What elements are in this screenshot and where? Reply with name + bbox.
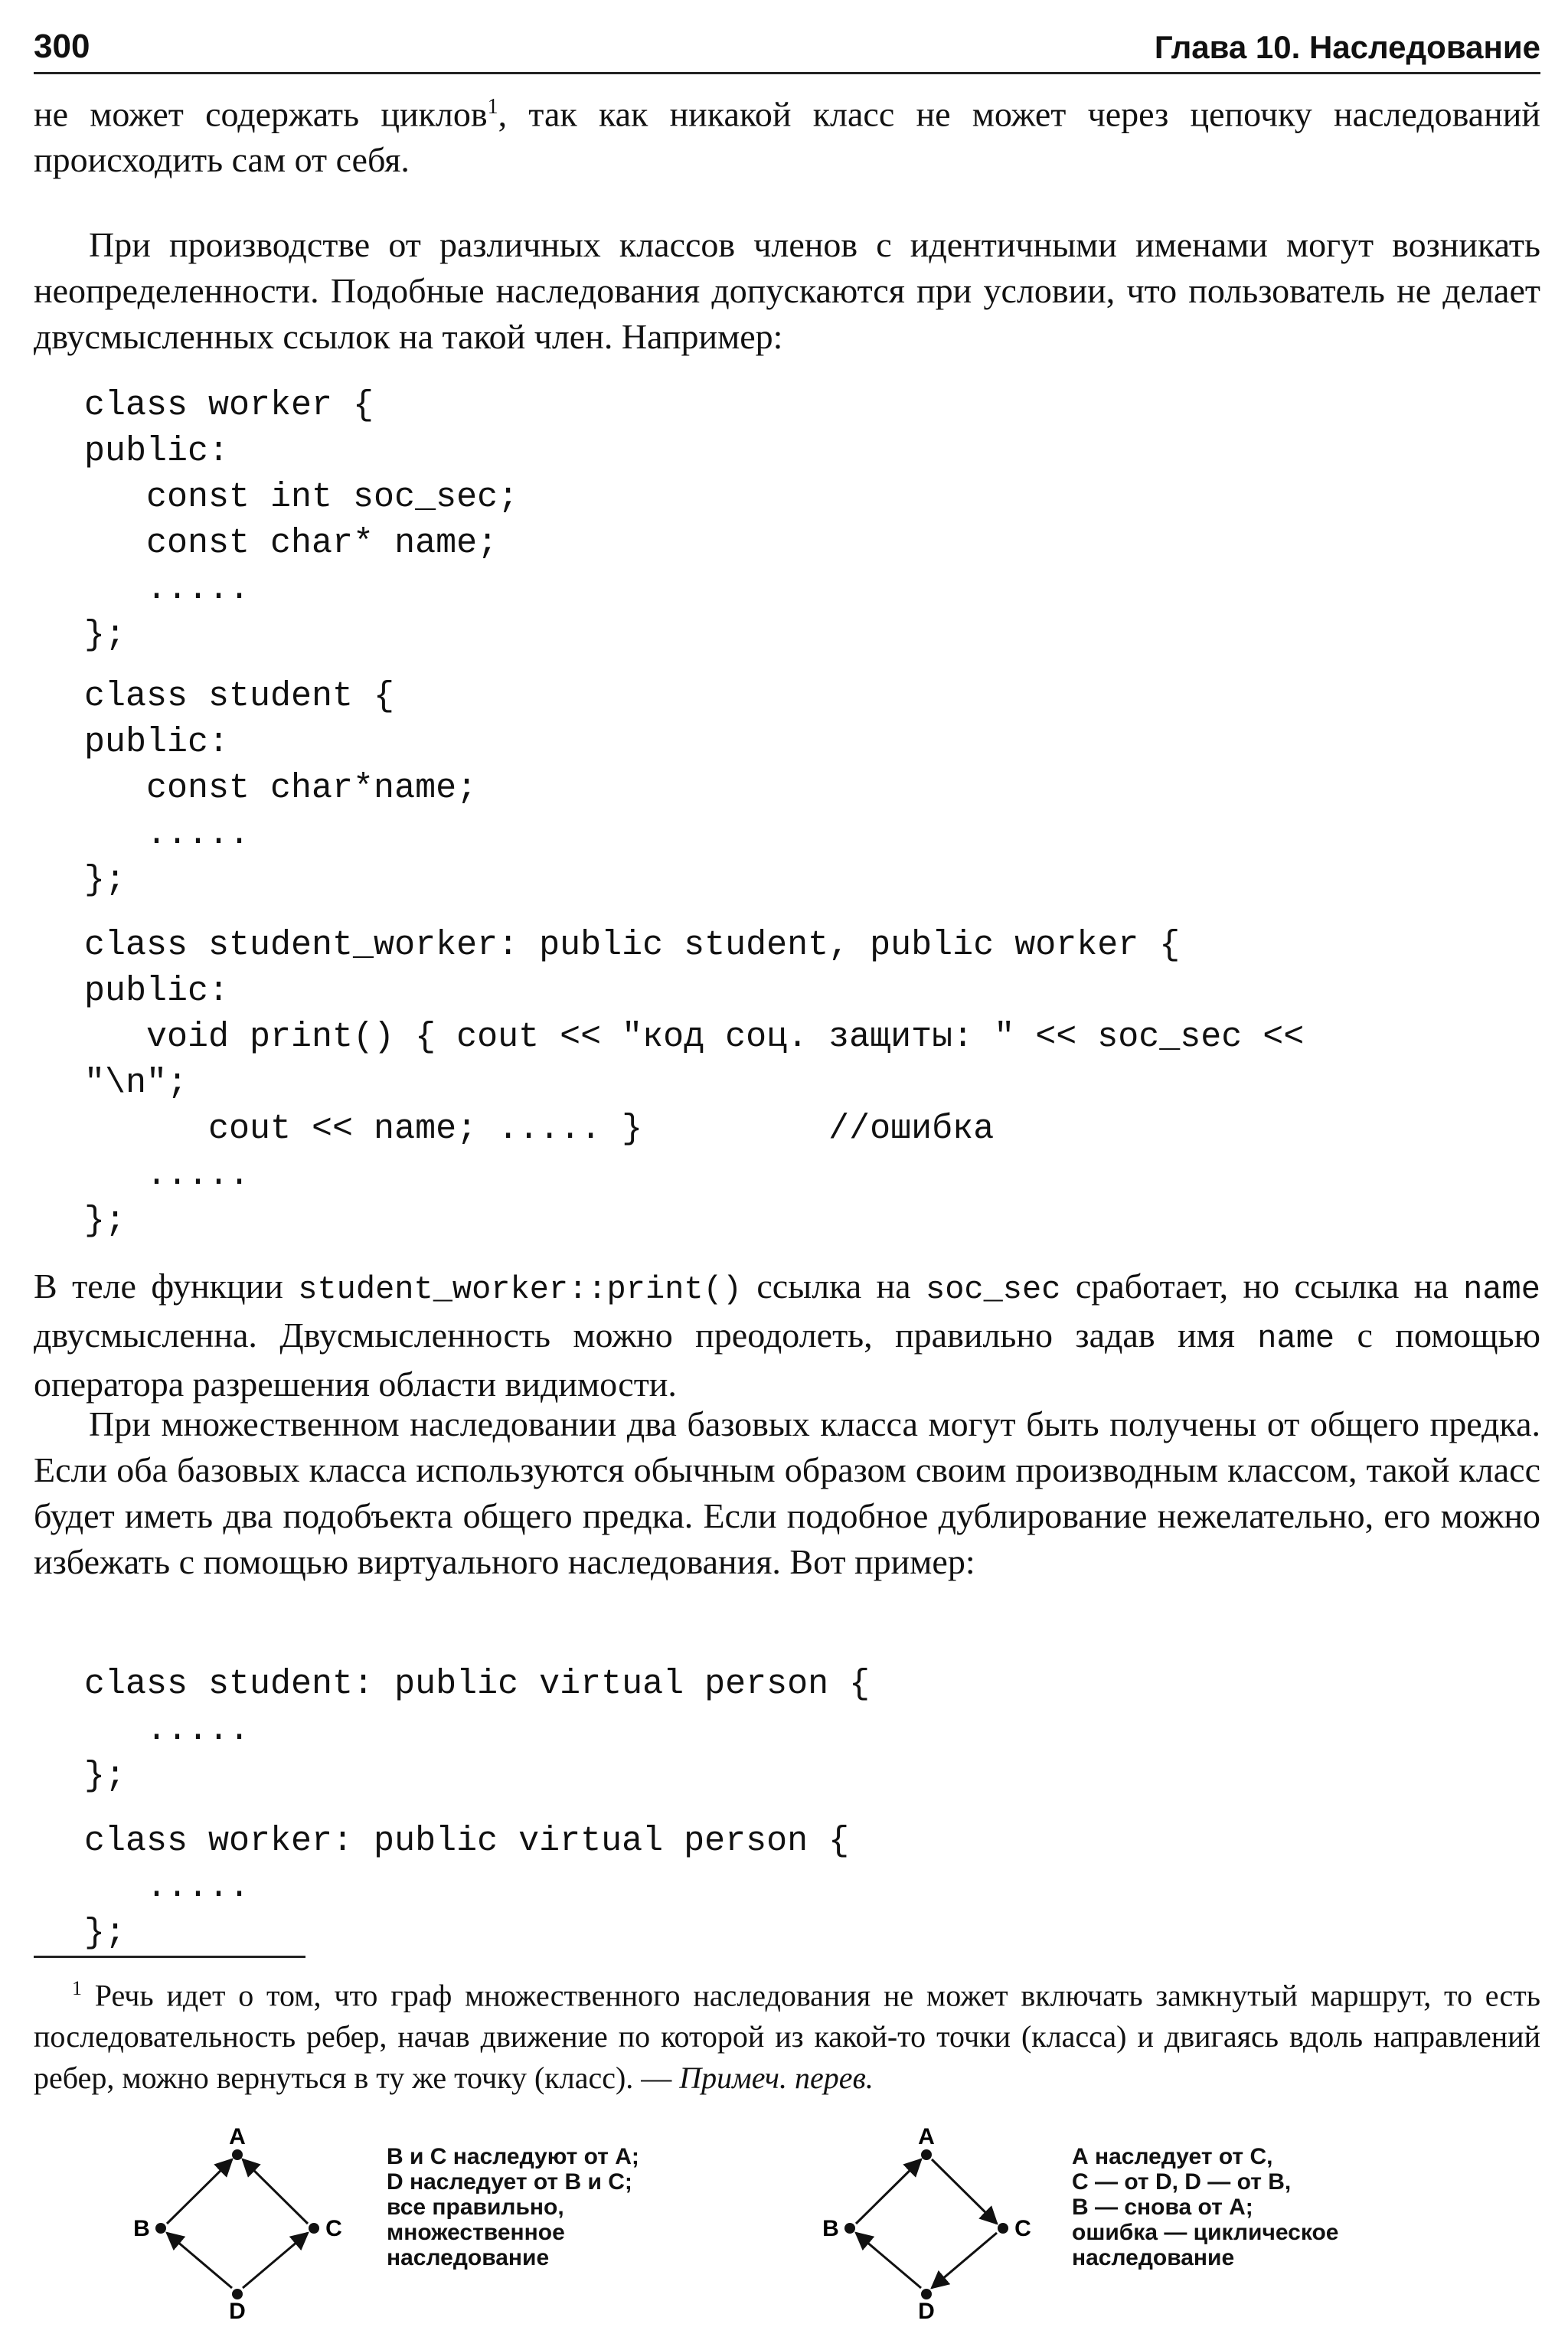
code-block-virtual-student: class student: public virtual person { ..... }; bbox=[84, 1665, 871, 1796]
edge-b-a bbox=[856, 2159, 921, 2224]
paragraph-4: При множественном наследовании два базовых класса могут быть получены от общего предка. Если оба базовых класса используются обычным образом своим производным классом, такой класс будет иметь два подобъекта общего предка. Если подобное дублирование нежелательно, его можно избежать с помощью виртуального наследования. Вот пример: bbox=[34, 1404, 1540, 1581]
page-number: 300 bbox=[34, 28, 90, 65]
node-d-label: D bbox=[918, 2299, 935, 2320]
node-a-label: A bbox=[229, 2124, 246, 2149]
code-block-student: class student { public: const char*name; ..... }; bbox=[84, 677, 478, 900]
edge-c-d bbox=[932, 2233, 997, 2288]
diagram-caption-valid: В и С наследуют от А; D наследует от В и С; все правильно, множественное наследование bbox=[387, 2144, 639, 2270]
edge-d-c bbox=[243, 2233, 308, 2288]
diagram-caption-cyclic: А наследует от С, С — от D, D — от В, В — снова от А; ошибка — циклическое наследование bbox=[1072, 2144, 1339, 2270]
node-a-label: A bbox=[918, 2124, 935, 2149]
edge-d-b bbox=[856, 2233, 921, 2288]
page-header bbox=[34, 21, 1540, 74]
node-b-label: B bbox=[822, 2216, 839, 2241]
paragraph-3: В теле функции student_worker::print() ссылка на soc_sec сработает, но ссылка на name двусмысленна. Двусмысленность можно преодолеть, правильно задав имя name с помощью оператора разрешения области видимости. bbox=[34, 1267, 1540, 1404]
node-b-dot bbox=[844, 2223, 855, 2234]
edge-b-a bbox=[167, 2159, 232, 2224]
edge-a-c bbox=[932, 2159, 997, 2224]
node-c-label: C bbox=[1014, 2216, 1031, 2241]
code-block-student-worker: class student_worker: public student, public worker { public: void print() { cout << "код соц. защиты: " << soc_sec << "\n"; cout << name; ..... } //ошибка ..... }; bbox=[84, 926, 1305, 1240]
node-c-dot bbox=[998, 2223, 1008, 2234]
code-block-virtual-worker: class worker: public virtual person { ..... }; bbox=[84, 1822, 850, 1953]
node-d-dot bbox=[921, 2289, 932, 2299]
footnote-divider bbox=[34, 1956, 305, 1958]
node-a-dot bbox=[921, 2149, 932, 2160]
inheritance-diagram-cyclic bbox=[812, 2121, 1041, 2324]
edge-d-b bbox=[167, 2233, 232, 2288]
edge-c-a bbox=[243, 2159, 308, 2224]
node-c-label: C bbox=[325, 2216, 342, 2241]
node-a-dot bbox=[232, 2149, 243, 2160]
paragraph-2: При производстве от различных классов членов с идентичными именами могут возникать неопределенности. Подобные наследования допускаются при условии, что пользователь не делает двусмысленных ссылок на такой член. Например: bbox=[34, 225, 1540, 356]
code-block-worker: class worker { public: const int soc_sec; const char* name; ..... }; bbox=[84, 386, 519, 655]
node-b-dot bbox=[155, 2223, 166, 2234]
node-b-label: B bbox=[133, 2216, 150, 2241]
paragraph-1: не может содержать циклов$^1$, так как никакой класс не может через цепочку наследований происходить сам от себя. bbox=[34, 94, 1540, 180]
node-d-dot bbox=[232, 2289, 243, 2299]
node-d-label: D bbox=[229, 2299, 246, 2320]
inheritance-diagram-valid bbox=[122, 2121, 352, 2324]
footnote-ref: 1 bbox=[487, 95, 498, 119]
node-c-dot bbox=[309, 2223, 319, 2234]
chapter-title: Глава 10. Наследование bbox=[1154, 29, 1540, 65]
footnote: $^1$ Речь идет о том, что граф множественного наследования не может включать замкнутый маршрут, то есть последовательность ребер, начав движение по которой из какой-то точки (класса) и двигаясь вдоль направлений ребер, можно вернуться в ту же точку (класс). — Примеч. перев. bbox=[34, 1977, 1540, 2096]
